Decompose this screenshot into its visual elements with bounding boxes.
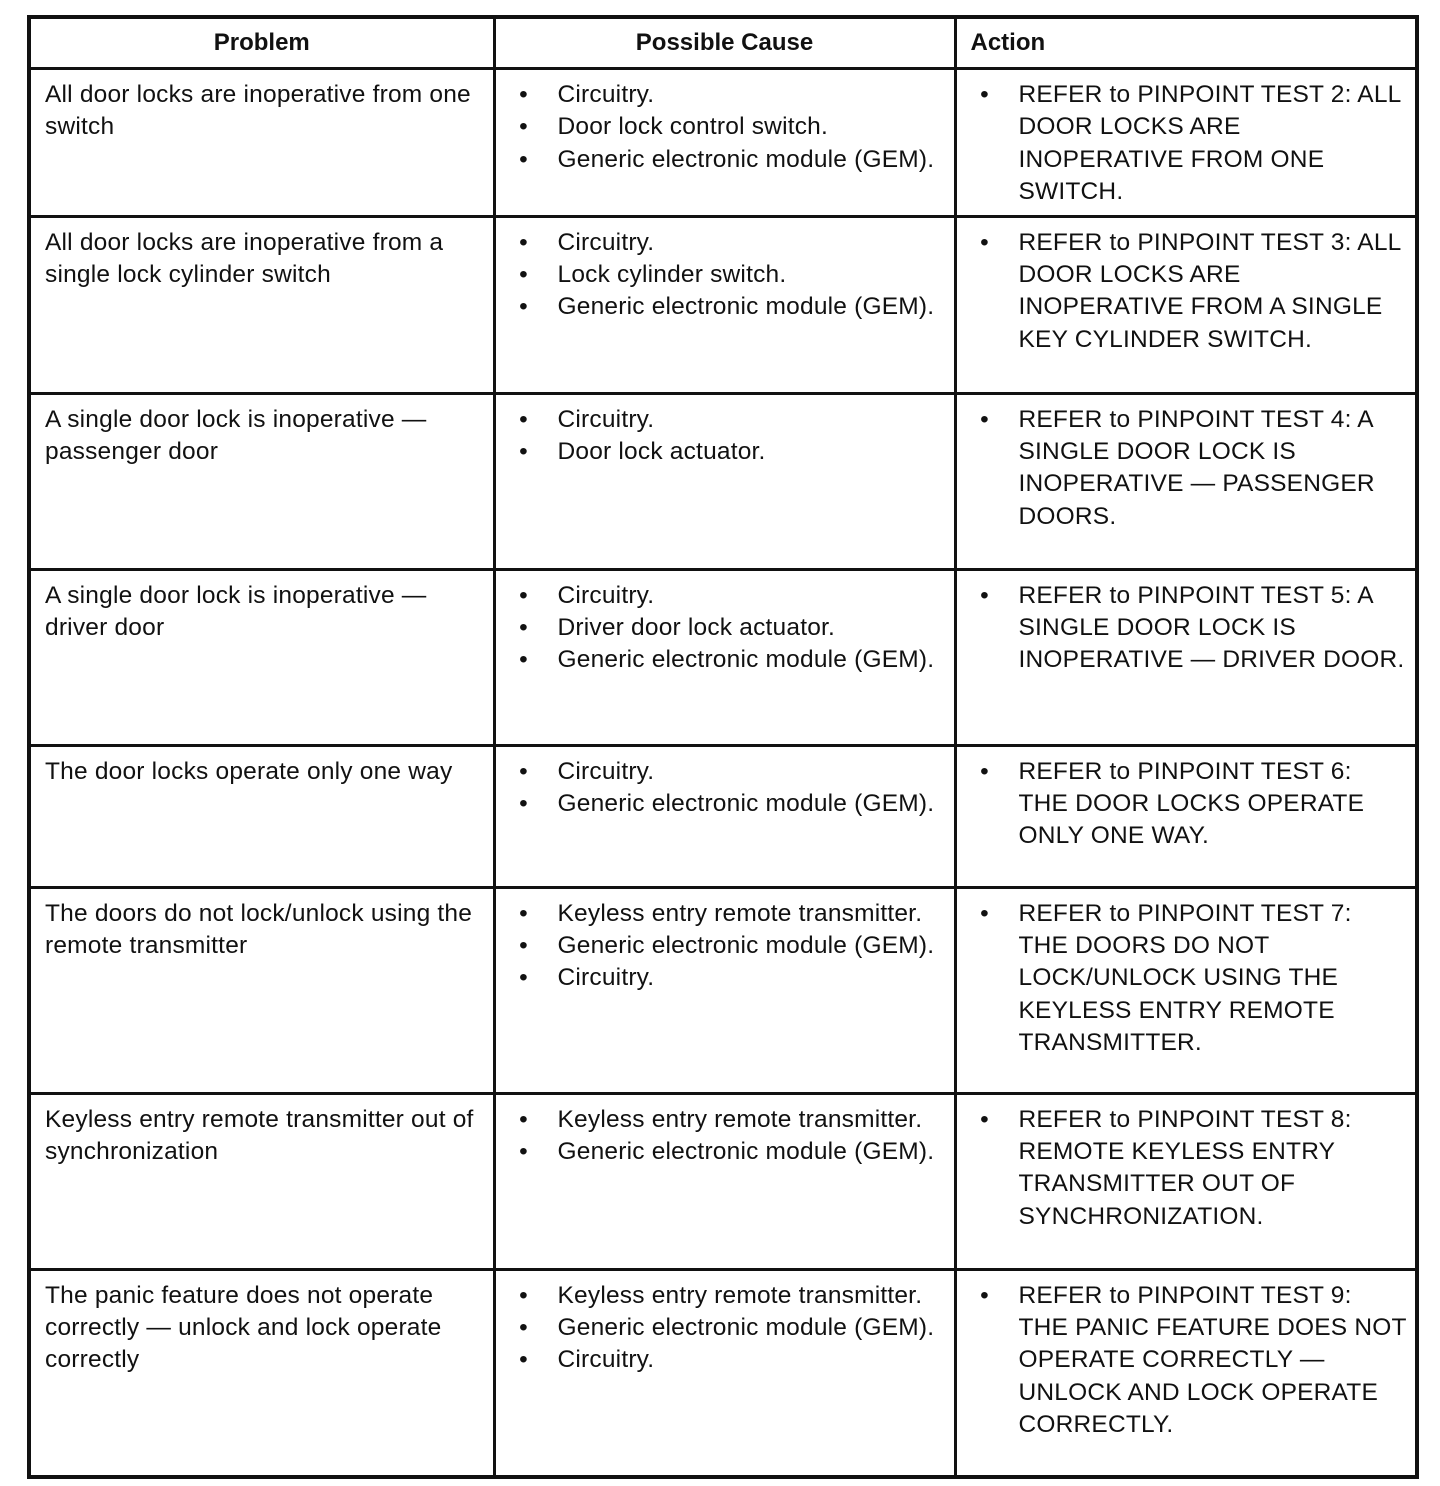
action-item [969,898,1408,1060]
problem-cell [29,1093,494,1269]
cause-item [508,291,946,323]
possible-cause-cell [494,745,955,887]
header-action: Action [955,17,1417,69]
cause-text: Generic electronic module (GEM). [557,293,935,321]
possible-cause-cell [494,569,955,745]
possible-cause-cell [494,393,955,569]
action-cell [955,887,1417,1093]
action-item [969,756,1408,853]
action-item [969,1104,1408,1234]
action-text: REFER to PINPOINT TEST 8: REMOTE KEYLESS ENTRY TRANSMITTER OUT OF SYNCHRONIZATION. [1018,1105,1352,1230]
action-text: REFER to PINPOINT TEST 7: THE DOORS DO NOT LOCK/UNLOCK USING THE KEYLESS ENTRY REMOTE TRANSMITTER. [1018,899,1352,1057]
cause-list [508,1280,946,1377]
cause-text: Lock cylinder switch. [557,261,787,289]
table-row [29,1093,1417,1269]
possible-cause-cell [494,216,955,393]
action-cell [955,393,1417,569]
cause-text: Circuitry. [557,1346,655,1374]
cause-item [508,1104,946,1136]
problem-cell [29,216,494,393]
cause-list [508,756,946,821]
bullet-icon: • [519,1314,528,1342]
action-item [969,580,1408,677]
bullet-icon: • [519,1138,528,1166]
cause-list [508,227,946,324]
bullet-icon: • [519,438,528,466]
table-row [29,69,1417,217]
cause-text: Circuitry. [557,757,655,785]
table-row [29,745,1417,887]
cause-list [508,580,946,677]
bullet-icon: • [519,293,528,321]
bullet-icon: • [519,932,528,960]
bullet-icon: • [519,581,528,609]
cause-item [508,259,946,291]
cause-item [508,756,946,788]
problem-text: The door locks operate only one way [45,757,453,785]
table-row [29,887,1417,1093]
problem-text: All door locks are inoperative from a single lock cylinder switch [45,228,444,289]
problem-cell [29,887,494,1093]
problem-cell [29,69,494,217]
table-row [29,216,1417,393]
action-item [969,404,1408,534]
bullet-icon: • [980,757,989,785]
cause-item [508,144,946,176]
problem-text: A single door lock is inoperative — driver door [45,581,427,642]
action-cell [955,216,1417,393]
problem-text: All door locks are inoperative from one switch [45,81,471,141]
bullet-icon: • [980,405,989,433]
action-cell [955,1093,1417,1269]
table-body [29,69,1417,1478]
problem-text: The doors do not lock/unlock using the remote transmitter [45,899,473,960]
cause-text: Generic electronic module (GEM). [557,646,935,674]
bullet-icon: • [519,113,528,141]
cause-item [508,1280,946,1312]
cause-item [508,404,946,436]
diagnosis-table [27,15,1419,1479]
cause-item [508,1136,946,1168]
header-problem: Problem [29,17,494,69]
cause-item [508,580,946,612]
cause-text: Generic electronic module (GEM). [557,790,935,818]
cause-item [508,79,946,111]
table-row [29,393,1417,569]
action-cell [955,745,1417,887]
action-text: REFER to PINPOINT TEST 4: A SINGLE DOOR LOCK IS INOPERATIVE — PASSENGER DOORS. [1018,405,1375,530]
cause-item [508,930,946,962]
cause-text: Keyless entry remote transmitter. [557,1105,923,1133]
cause-text: Door lock control switch. [557,113,829,141]
action-cell [955,569,1417,745]
action-text: REFER to PINPOINT TEST 6: THE DOOR LOCKS OPERATE ONLY ONE WAY. [1018,757,1365,850]
cause-item [508,788,946,820]
bullet-icon: • [980,1105,989,1133]
bullet-icon: • [519,1281,528,1309]
bullet-icon: • [980,581,989,609]
bullet-icon: • [519,646,528,674]
cause-item [508,1312,946,1344]
possible-cause-cell [494,1269,955,1477]
cause-item [508,227,946,259]
cause-text: Circuitry. [557,228,655,256]
bullet-icon: • [980,1281,989,1309]
cause-list [508,898,946,995]
problem-cell [29,1269,494,1477]
cause-text: Circuitry. [557,81,655,108]
problem-cell [29,569,494,745]
problem-cell [29,393,494,569]
bullet-icon: • [519,614,528,642]
cause-item [508,111,946,143]
problem-text: The panic feature does not operate correctly — unlock and lock operate correctly [45,1281,442,1374]
cause-text: Circuitry. [557,405,655,433]
cause-text: Generic electronic module (GEM). [557,145,935,173]
cause-item [508,436,946,468]
bullet-icon: • [519,790,528,818]
bullet-icon: • [519,1346,528,1374]
bullet-icon: • [519,757,528,785]
bullet-icon: • [519,899,528,927]
bullet-icon: • [519,228,528,256]
problem-cell [29,745,494,887]
cause-item [508,644,946,676]
cause-list [508,79,946,176]
bullet-icon: • [519,405,528,433]
cause-list [508,404,946,469]
cause-item [508,898,946,930]
cause-text: Generic electronic module (GEM). [557,1138,935,1166]
bullet-icon: • [519,81,528,108]
table-row [29,1269,1417,1477]
cause-text: Generic electronic module (GEM). [557,1314,935,1342]
action-text: REFER to PINPOINT TEST 5: A SINGLE DOOR LOCK IS INOPERATIVE — DRIVER DOOR. [1018,581,1405,674]
bullet-icon: • [980,81,989,108]
action-text: REFER to PINPOINT TEST 9: THE PANIC FEATURE DOES NOT OPERATE CORRECTLY — UNLOCK AND LOCK OPERATE CORRECTLY. [1018,1281,1407,1439]
cause-text: Keyless entry remote transmitter. [557,1281,923,1309]
action-cell [955,1269,1417,1477]
cause-text: Door lock actuator. [557,438,766,466]
cause-item [508,1344,946,1376]
action-text: REFER to PINPOINT TEST 3: ALL DOOR LOCKS ARE INOPERATIVE FROM A SINGLE KEY CYLINDER SWITCH. [1018,228,1401,353]
cause-item [508,962,946,994]
bullet-icon: • [519,261,528,289]
possible-cause-cell [494,69,955,217]
action-item [969,79,1408,209]
header-possible-cause: Possible Cause [494,17,955,69]
problem-text: A single door lock is inoperative — passenger door [45,405,427,466]
cause-text: Circuitry. [557,581,655,609]
bullet-icon: • [980,899,989,927]
cause-text: Driver door lock actuator. [557,614,836,642]
action-item [969,1280,1408,1442]
possible-cause-cell [494,887,955,1093]
possible-cause-cell [494,1093,955,1269]
cause-text: Generic electronic module (GEM). [557,932,935,960]
action-item [969,227,1408,357]
action-cell [955,69,1417,217]
cause-text: Keyless entry remote transmitter. [557,899,923,927]
header-row [29,17,1417,69]
bullet-icon: • [980,228,989,256]
table-header [29,17,1417,69]
table-row [29,569,1417,745]
cause-list [508,1104,946,1169]
problem-text: Keyless entry remote transmitter out of synchronization [45,1105,474,1166]
bullet-icon: • [519,145,528,173]
cause-text: Circuitry. [557,964,655,992]
bullet-icon: • [519,964,528,992]
cause-item [508,612,946,644]
action-text: REFER to PINPOINT TEST 2: ALL DOOR LOCKS ARE INOPERATIVE FROM ONE SWITCH. [1018,81,1401,206]
bullet-icon: • [519,1105,528,1133]
